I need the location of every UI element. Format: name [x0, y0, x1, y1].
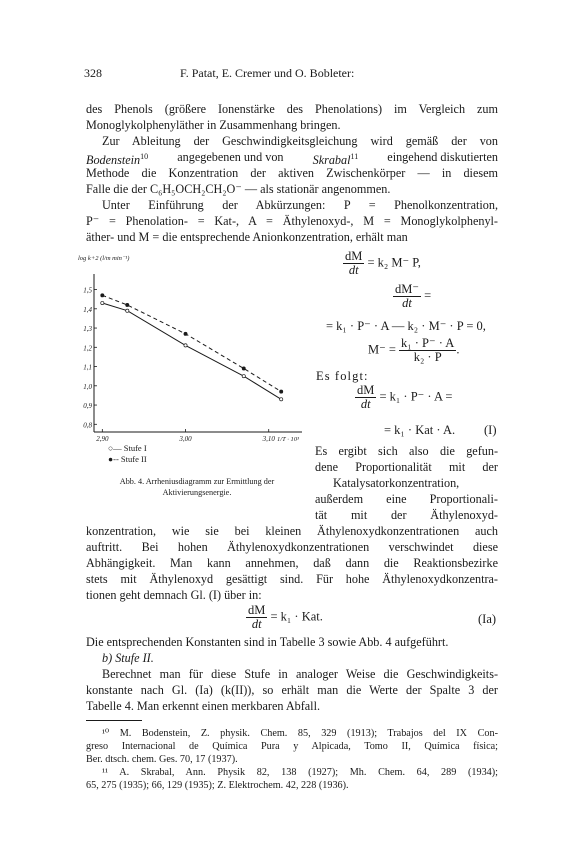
- body-line: tionen geht demnach Gl. (I) über in:: [86, 588, 262, 602]
- equation-3: = k₁ · P⁻ · A — k₂ · M⁻ · P = 0,: [326, 319, 486, 333]
- series-line-2: [102, 295, 281, 391]
- footnote: ¹⁰ M. Bodenstein, Z. physik. Chem. 85, 329 (1913); Trabajos del IX Con-: [102, 728, 498, 739]
- y-tick-label: 1,4: [83, 305, 92, 314]
- data-point-series-1: [126, 309, 129, 312]
- equation-5: = k₁ · Kat · A.: [384, 423, 456, 437]
- body-line: Tabelle 4. Man erkennt einen merkbaren Abfall.: [86, 699, 321, 713]
- body-line: Abhängigkeit. Man kann annehmen, daß dann die Reaktionsbezirke: [86, 556, 498, 570]
- x-tick-label: 3,00: [179, 435, 192, 442]
- body-line: tät mit der Äthylenoxyd-: [315, 508, 498, 522]
- body-line: Monoglykolphenyläther in Zusammenhang bringen.: [86, 118, 341, 132]
- body-line: konzentration, wie sie bei kleinen Äthylenoxydkonzentrationen auch: [86, 524, 498, 538]
- footnote: greso Internacional de Química Pura y Alpicada, Tomo II, Química física;: [86, 741, 498, 752]
- body-fragment: angegebenen und von: [177, 150, 284, 164]
- footnote-ref: 11: [350, 152, 359, 161]
- citation-bodenstein: Bodenstein: [86, 153, 141, 167]
- legend-item-stufe-1: ○— Stufe I: [108, 443, 147, 453]
- section-heading: b) Stufe II.: [102, 651, 154, 665]
- equation-4: $\frac{dM}{dt}$ = k₁ · P⁻ · A =: [357, 383, 453, 411]
- data-point-series-1: [184, 344, 187, 347]
- data-point-series-1: [101, 301, 104, 304]
- body-line: Es ergibt sich also die gefun-: [315, 444, 498, 458]
- data-point-series-2: [126, 303, 129, 306]
- y-tick-label: 1,2: [83, 344, 92, 353]
- es-folgt: Es folgt:: [316, 369, 369, 383]
- equation-2: $\frac{dM^-}{dt}$ =: [395, 282, 432, 310]
- y-tick-label: 1,1: [83, 363, 92, 372]
- body-line: Katalysatorkonzentration,: [333, 476, 460, 490]
- body-line: Methode die Konzentration der aktiven Zwischenkörper — in diesem: [86, 166, 498, 180]
- data-point-series-2: [101, 294, 104, 297]
- data-point-series-1: [242, 375, 245, 378]
- data-point-series-2: [242, 367, 245, 370]
- footnote: 65, 275 (1935); 66, 129 (1935); Z. Elektrochem. 42, 228 (1936).: [86, 780, 349, 791]
- running-title: F. Patat, E. Cremer und O. Bobleter:: [180, 66, 355, 80]
- y-tick-label: 0,8: [83, 421, 92, 430]
- equation-mminus: M⁻ = $\frac{\text{k₁ · P⁻ · A}}{\text{k₂ · P}}$ .: [368, 336, 460, 364]
- equation-1: $\frac{dM}{dt}$ = k₂ M⁻ P,: [345, 249, 421, 277]
- data-point-series-1: [280, 398, 283, 401]
- y-tick-label: 1,5: [83, 286, 92, 295]
- body-line: P⁻ = Phenolation- = Kat-, A = Äthylenoxyd-, M = Monoglykolphenyl-: [86, 214, 498, 228]
- x-tick-label: 3,10: [262, 435, 275, 442]
- y-axis-label: log k+2 (l/m min⁻¹): [78, 255, 130, 262]
- body-line: konstante nach Gl. (Ia) (k(II)), so erhält man die Werte der Spalte 3 der: [86, 683, 498, 697]
- page-number: 328: [84, 66, 102, 80]
- y-tick-label: 1,3: [83, 325, 92, 334]
- body-line: Falle die der C₆H₅OCH₂CH₂O⁻ — als stationär angenommen.: [86, 182, 391, 196]
- body-line: dene Proportionalität mit der: [315, 460, 498, 474]
- body-line: äther- und M = die entsprechende Anionkonzentration, erhält man: [86, 230, 408, 244]
- citation-skrabal: Skrabal: [312, 153, 351, 167]
- body-line: des Phenols (größere Ionenstärke des Phenolations) im Vergleich zum: [86, 102, 498, 116]
- equation-number: (Ia): [478, 612, 497, 626]
- footnote-ref: 10: [140, 152, 149, 161]
- chart-legend: [108, 443, 147, 465]
- body-line: außerdem eine Proportionali-: [315, 492, 498, 506]
- body-fragment: eingehend diskutierten: [387, 150, 498, 164]
- data-point-series-2: [280, 390, 283, 393]
- x-axis-label: 1/T · 10³: [277, 436, 299, 442]
- footnote-rule: [86, 720, 142, 721]
- legend-item-stufe-2: ●-- Stufe II: [108, 454, 147, 464]
- body-line: stets mit Äthylenoxyd gesättigt sind. Für hohe Äthylenoxydkonzentra-: [86, 572, 498, 586]
- series-line-1: [102, 303, 281, 399]
- y-tick-label: 1,0: [83, 382, 92, 391]
- figure-caption: Abb. 4. Arrheniusdiagramm zur Ermittlung der Aktivierungsenergie.: [119, 477, 275, 497]
- body-line: Unter Einführung der Abkürzungen: P = Phenolkonzentration,: [102, 198, 498, 212]
- x-tick-label: 2,90: [96, 435, 109, 442]
- equation-number: (I): [484, 423, 497, 437]
- data-point-series-2: [184, 332, 187, 335]
- body-line: auftritt. Bei hohen Äthylenoxydkonzentrationen verschwindet diese: [86, 540, 498, 554]
- footnote: Ber. dtsch. chem. Ges. 70, 17 (1937).: [86, 754, 238, 765]
- equation-Ia: $\frac{dM}{dt}$ = k₁ · Kat.: [248, 603, 323, 631]
- body-line: Zur Ableitung der Geschwindigkeitsgleichung wird gemäß der von: [102, 134, 498, 148]
- body-line: Berechnet man für diese Stufe in analoger Weise die Geschwindigkeits-: [102, 667, 498, 681]
- body-line: Die entsprechenden Konstanten sind in Tabelle 3 sowie Abb. 4 aufgeführt.: [86, 635, 449, 649]
- y-tick-label: 0,9: [83, 402, 92, 411]
- arrhenius-chart: [78, 252, 310, 442]
- footnote: ¹¹ A. Skrabal, Ann. Physik 82, 138 (1927); Mh. Chem. 64, 289 (1934);: [102, 767, 498, 778]
